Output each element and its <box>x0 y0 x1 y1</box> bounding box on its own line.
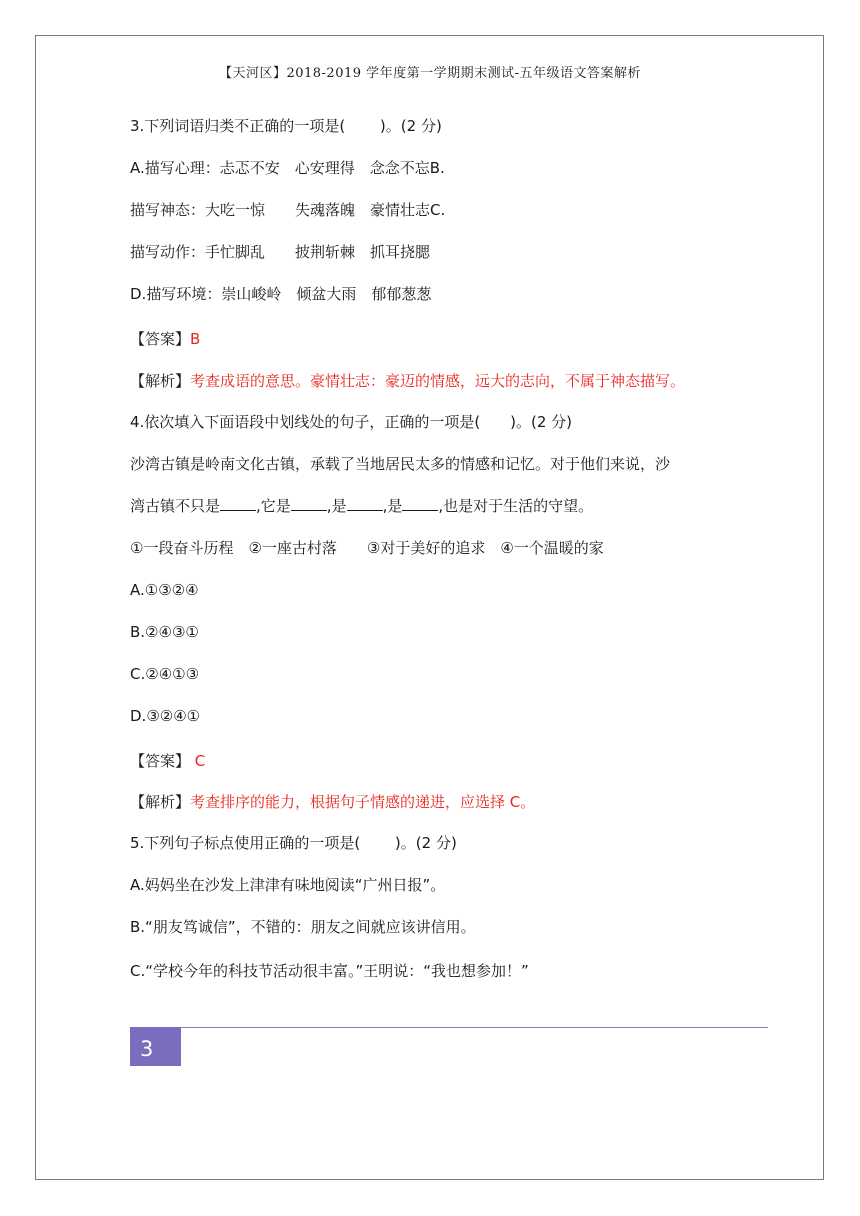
q4-passage-text-2: ,它是 <box>256 497 291 515</box>
q4-answer <box>130 751 205 771</box>
q4-blank-2 <box>291 496 327 511</box>
q4-passage-text-5: ,也是对于生活的守望。 <box>438 497 594 515</box>
q4-option-d: D.③②④① <box>130 707 201 725</box>
page-number-badge: 3 <box>130 1027 181 1066</box>
q4-passage-text-3: ,是 <box>326 497 347 515</box>
q4-blank-4 <box>402 496 438 511</box>
q4-answer-label: 【答案】 <box>130 752 191 770</box>
q4-stem: 4.依次填入下面语段中划线处的句子，正确的一项是( )。(2 分) <box>130 413 573 431</box>
q5-option-b: B.“朋友笃诚信”，不错的：朋友之间就应该讲信用。 <box>130 918 476 936</box>
q4-analysis <box>130 792 535 812</box>
footer-divider <box>181 1027 768 1028</box>
q3-analysis-text: 考查成语的意思。豪情壮志：豪迈的情感，远大的志向，不属于神态描写。 <box>190 372 686 390</box>
q3-answer-label: 【答案】 <box>130 330 191 348</box>
q3-answer <box>130 329 200 349</box>
q3-stem: 3.下列词语归类不正确的一项是( )。(2 分) <box>130 117 442 135</box>
page-header: 【天河区】2018-2019 学年度第一学期期末测试-五年级语文答案解析 <box>218 66 642 81</box>
q3-option-line-3: 描写动作：手忙脚乱 披荆斩棘 抓耳挠腮 <box>130 243 431 261</box>
q4-passage-text-1: 湾古镇不只是 <box>130 497 221 515</box>
q3-option-line-2: 描写神态：大吃一惊 失魂落魄 豪情壮志C. <box>130 201 446 219</box>
q5-option-c: C.“学校今年的科技节活动很丰富。”王明说：“我也想参加！” <box>130 962 529 980</box>
q4-passage-line-2 <box>130 496 593 516</box>
q4-blank-3 <box>347 496 383 511</box>
q3-option-line-1: A.描写心理：忐忑不安 心安理得 念念不忘B. <box>130 159 445 177</box>
q4-option-c: C.②④①③ <box>130 665 200 683</box>
q4-answer-value: C <box>190 752 206 770</box>
q4-analysis-label: 【解析】 <box>130 793 191 811</box>
q4-option-b: B.②④③① <box>130 623 199 641</box>
q3-analysis-label: 【解析】 <box>130 372 191 390</box>
q5-stem: 5.下列句子标点使用正确的一项是( )。(2 分) <box>130 834 457 852</box>
q4-passage-text-4: ,是 <box>382 497 403 515</box>
q4-option-a: A.①③②④ <box>130 581 199 599</box>
q3-analysis <box>130 371 685 391</box>
q4-blank-1 <box>220 496 256 511</box>
q4-analysis-text: 考查排序的能力，根据句子情感的递进，应选择 C。 <box>190 793 536 811</box>
q3-answer-value: B <box>190 330 201 348</box>
q4-passage-line-1: 沙湾古镇是岭南文化古镇，承载了当地居民太多的情感和记忆。对于他们来说，沙 <box>130 455 671 473</box>
q3-option-line-4: D.描写环境：崇山峻岭 倾盆大雨 郁郁葱葱 <box>130 285 432 303</box>
q5-option-a: A.妈妈坐在沙发上津津有味地阅读“广州日报”。 <box>130 876 446 894</box>
q4-sentence-items: ①一段奋斗历程 ②一座古村落 ③对于美好的追求 ④一个温暖的家 <box>130 539 604 557</box>
